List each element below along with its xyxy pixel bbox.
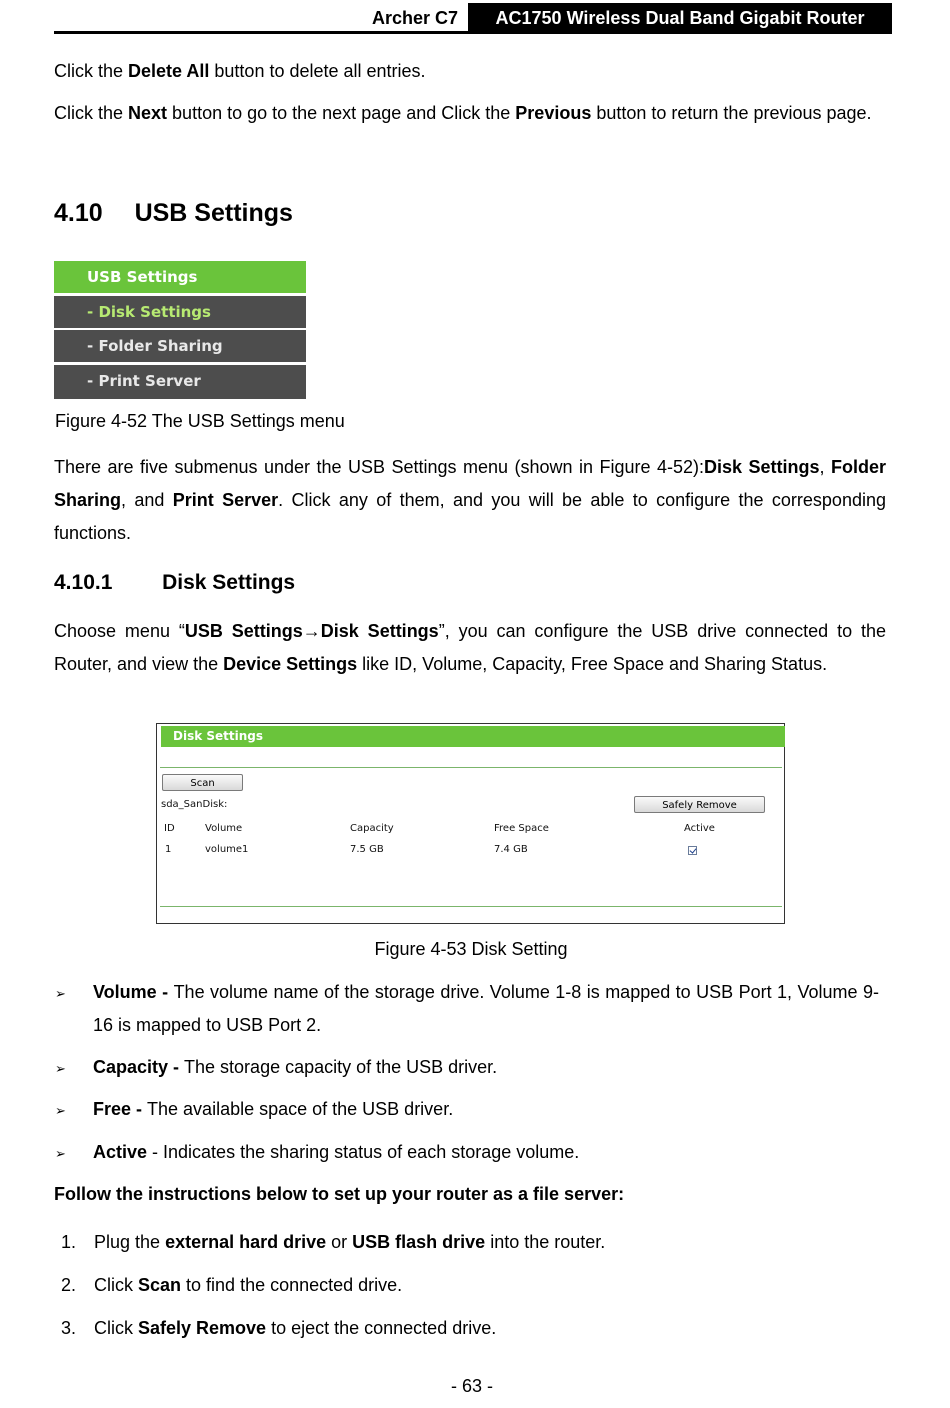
divider (160, 767, 782, 768)
menu-disk-settings[interactable] (54, 296, 306, 328)
intro-delete-all: Click the Delete All button to delete all entries. (54, 61, 426, 81)
figure-4-53-caption: Figure 4-53 Disk Setting (374, 939, 568, 959)
menu-folder-sharing[interactable] (54, 330, 306, 362)
header-rule (54, 31, 892, 34)
instructions-heading: Follow the instructions below to set up your router as a file server: (54, 1184, 625, 1204)
column-active: Active (684, 823, 715, 834)
menu-usb-settings[interactable]: USB Settings (54, 261, 306, 293)
step-3: Click Safely Remove to eject the connected drive. (94, 1318, 497, 1338)
menu-label: Folder Sharing (98, 337, 223, 355)
column-capacity: Capacity (350, 823, 394, 834)
page-number: - 63 - (450, 1376, 493, 1396)
safely-remove-button[interactable]: Safely Remove (634, 796, 765, 813)
column-volume: Volume (205, 823, 243, 834)
intro-next-previous: Click the Next button to go to the next page and Click the Previous button to return the previous page. (54, 103, 872, 123)
menu-label: Disk Settings (98, 303, 211, 321)
bullet-marker: ➢ (55, 1103, 66, 1118)
divider (160, 906, 782, 907)
active-checkbox[interactable] (688, 846, 697, 855)
step-number: 2. (61, 1275, 77, 1295)
bullet-active: Active - Indicates the sharing status of each storage volume. (93, 1142, 580, 1162)
column-free-space: Free Space (494, 823, 549, 834)
menu-prefix: - (87, 337, 99, 355)
disk-settings-title: Disk Settings (161, 726, 785, 747)
scan-button[interactable]: Scan (162, 774, 243, 791)
section-number: 4.10 (54, 199, 103, 227)
bullet-capacity: Capacity - The storage capacity of the USB driver. (93, 1057, 498, 1077)
bullet-volume: Volume - The volume name of the storage drive. Volume 1-8 is mapped to USB Port 1, Volume 9-16 is mapped to USB Port 2. (93, 982, 879, 1035)
menu-label: Print Server (98, 372, 201, 390)
row-capacity: 7.5 GB (350, 844, 384, 855)
step-number: 1. (61, 1232, 77, 1252)
disk-settings-screenshot (156, 723, 785, 924)
bullet-marker: ➢ (55, 1061, 66, 1076)
subsection-number: 4.10.1 (54, 571, 113, 594)
header-model: Archer C7 (371, 8, 458, 28)
section-heading (54, 199, 293, 228)
column-id: ID (164, 823, 175, 834)
row-volume: volume1 (205, 844, 249, 855)
usb-settings-menu (54, 261, 306, 399)
row-id: 1 (165, 844, 172, 855)
menu-print-server[interactable] (54, 365, 306, 399)
header-title: AC1750 Wireless Dual Band Gigabit Router (468, 3, 892, 33)
bullet-marker: ➢ (55, 986, 66, 1001)
bullet-marker: ➢ (55, 1146, 66, 1161)
step-number: 3. (61, 1318, 77, 1338)
subsection-title: Disk Settings (162, 571, 296, 594)
subsection-heading (54, 571, 295, 595)
menu-prefix: - (87, 372, 99, 390)
step-2: Click Scan to find the connected drive. (94, 1275, 403, 1295)
section-title: USB Settings (134, 199, 293, 227)
device-name: sda_SanDisk: (161, 799, 228, 810)
row-free-space: 7.4 GB (494, 844, 528, 855)
step-1: Plug the external hard drive or USB flash drive into the router. (94, 1232, 606, 1252)
submenus-paragraph: There are five submenus under the USB Settings menu (shown in Figure 4-52):Disk Settings, Folder Sharing, and Print Server. Click any of them, and you will be able to configure the corresponding functions. (54, 457, 887, 543)
bullet-free: Free - The available space of the USB driver. (93, 1099, 454, 1119)
choose-menu-paragraph: Choose menu “USB Settings→Disk Settings”, you can configure the USB drive connected to the Router, and view the Device Settings like ID, Volume, Capacity, Free Space and Sharing Status. (54, 621, 886, 674)
menu-prefix: - (87, 303, 99, 321)
figure-4-52-caption: Figure 4-52 The USB Settings menu (55, 411, 345, 431)
